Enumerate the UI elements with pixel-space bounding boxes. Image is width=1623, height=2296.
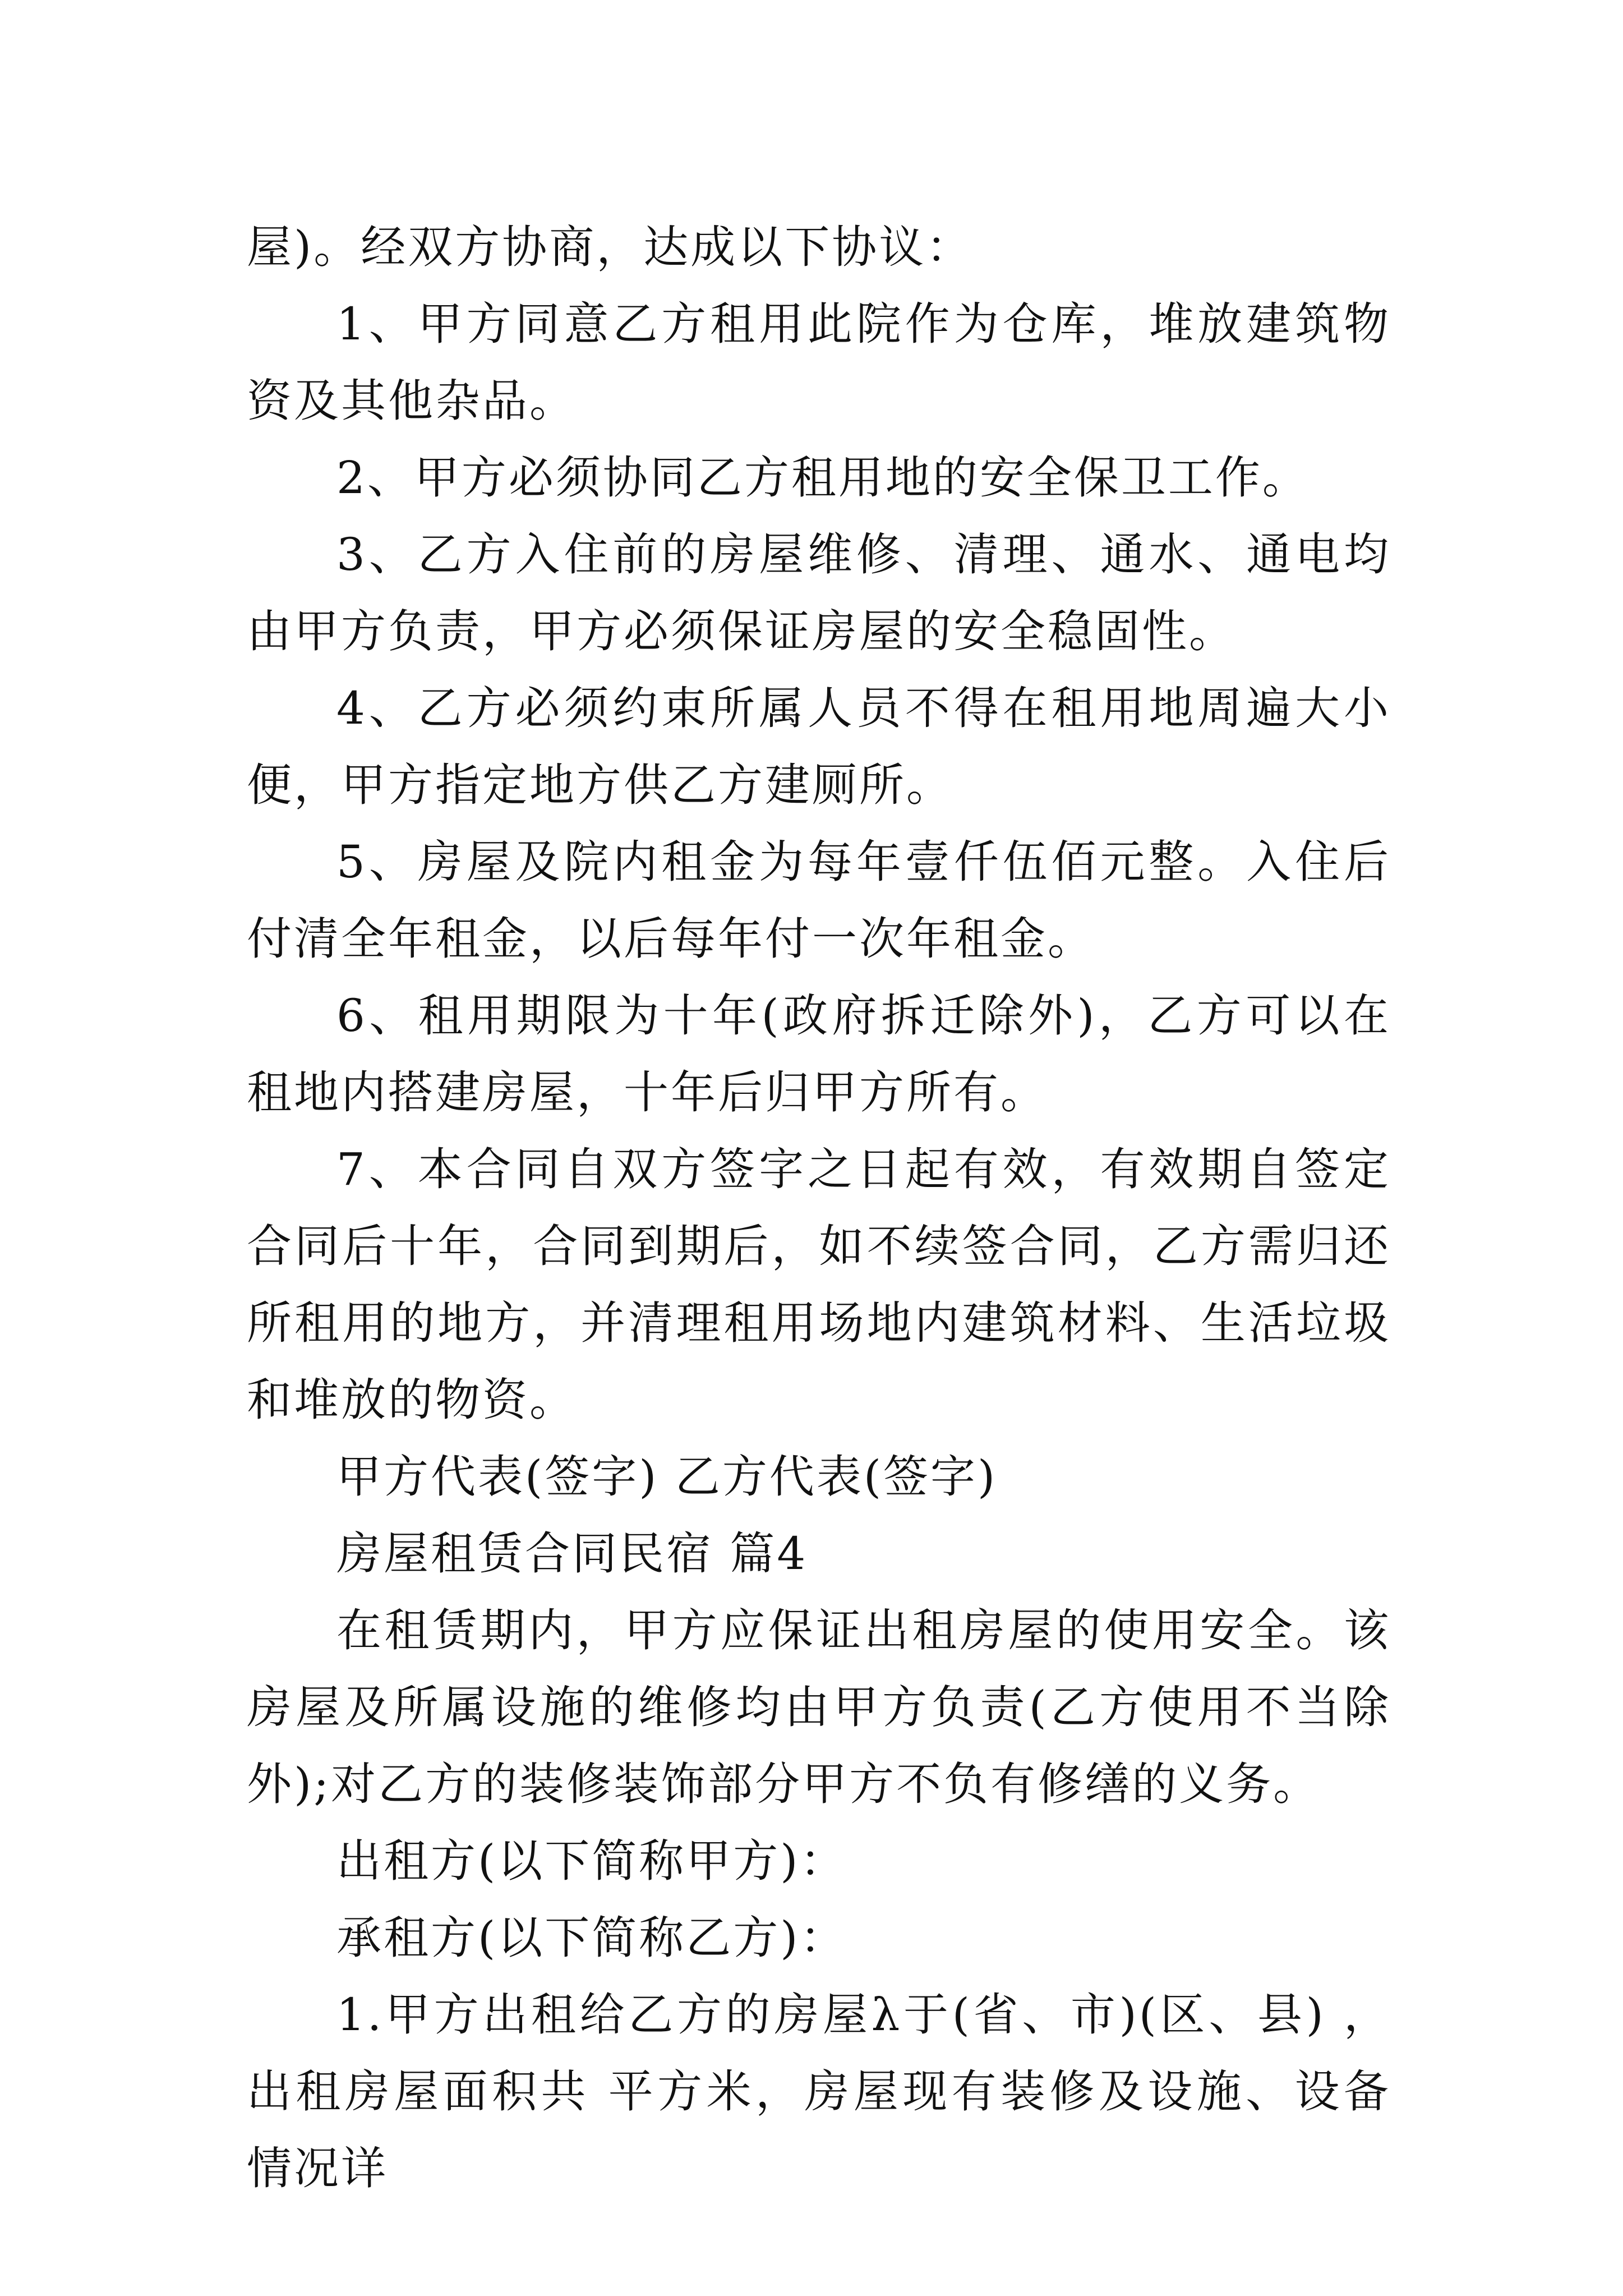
paragraph-clause-7: 7、本合同自双方签字之日起有效，有效期自签定合同后十年，合同到期后，如不续签合同，乙方需归还所租用的地方，并清理租用场地内建筑材料、生活垃圾和堆放的物资。 — [247, 1143, 1391, 1426]
paragraph-clause-4: 4、乙方必须约束所属人员不得在租用地周遍大小便，甲方指定地方供乙方建厕所。 — [247, 682, 1391, 811]
document-page — [247, 209, 1391, 2207]
paragraph-clause-1: 1、甲方同意乙方租用此院作为仓库，堆放建筑物资及其他杂品。 — [247, 298, 1391, 427]
paragraph-agreement-intro: 屋)。经双方协商，达成以下协议： — [247, 221, 974, 273]
lessee-line: 承租方(以下简称乙方)： — [336, 1912, 847, 1964]
paragraph-clause-6: 6、租用期限为十年(政府拆迁除外)，乙方可以在租地内搭建房屋，十年后归甲方所有。 — [247, 990, 1391, 1119]
lessor-line: 出租方(以下简称甲方)： — [336, 1835, 847, 1887]
paragraph-clause-2: 2、甲方必须协同乙方租用地的安全保卫工作。 — [336, 452, 1310, 504]
section-heading: 房屋租赁合同民宿 篇4 — [336, 1527, 808, 1580]
paragraph-property-clause-1: 1.甲方出租给乙方的房屋λ于(省、市)(区、县) ，出租房屋面积共 平方米，房屋现有装修及设施、设备情况详 — [247, 1989, 1391, 2194]
paragraph-clause-5: 5、房屋及院内租金为每年壹仟伍佰元整。入住后付清全年租金，以后每年付一次年租金。 — [247, 836, 1391, 965]
signature-line: 甲方代表(签字) 乙方代表(签字) — [336, 1451, 998, 1503]
paragraph-clause-3: 3、乙方入住前的房屋维修、清理、通水、通电均由甲方负责，甲方必须保证房屋的安全稳固性。 — [247, 528, 1391, 657]
paragraph-maintenance: 在租赁期内，甲方应保证出租房屋的使用安全。该房屋及所属设施的维修均由甲方负责(乙方使用不当除外);对乙方的装修装饰部分甲方不负有修缮的义务。 — [247, 1604, 1391, 1810]
